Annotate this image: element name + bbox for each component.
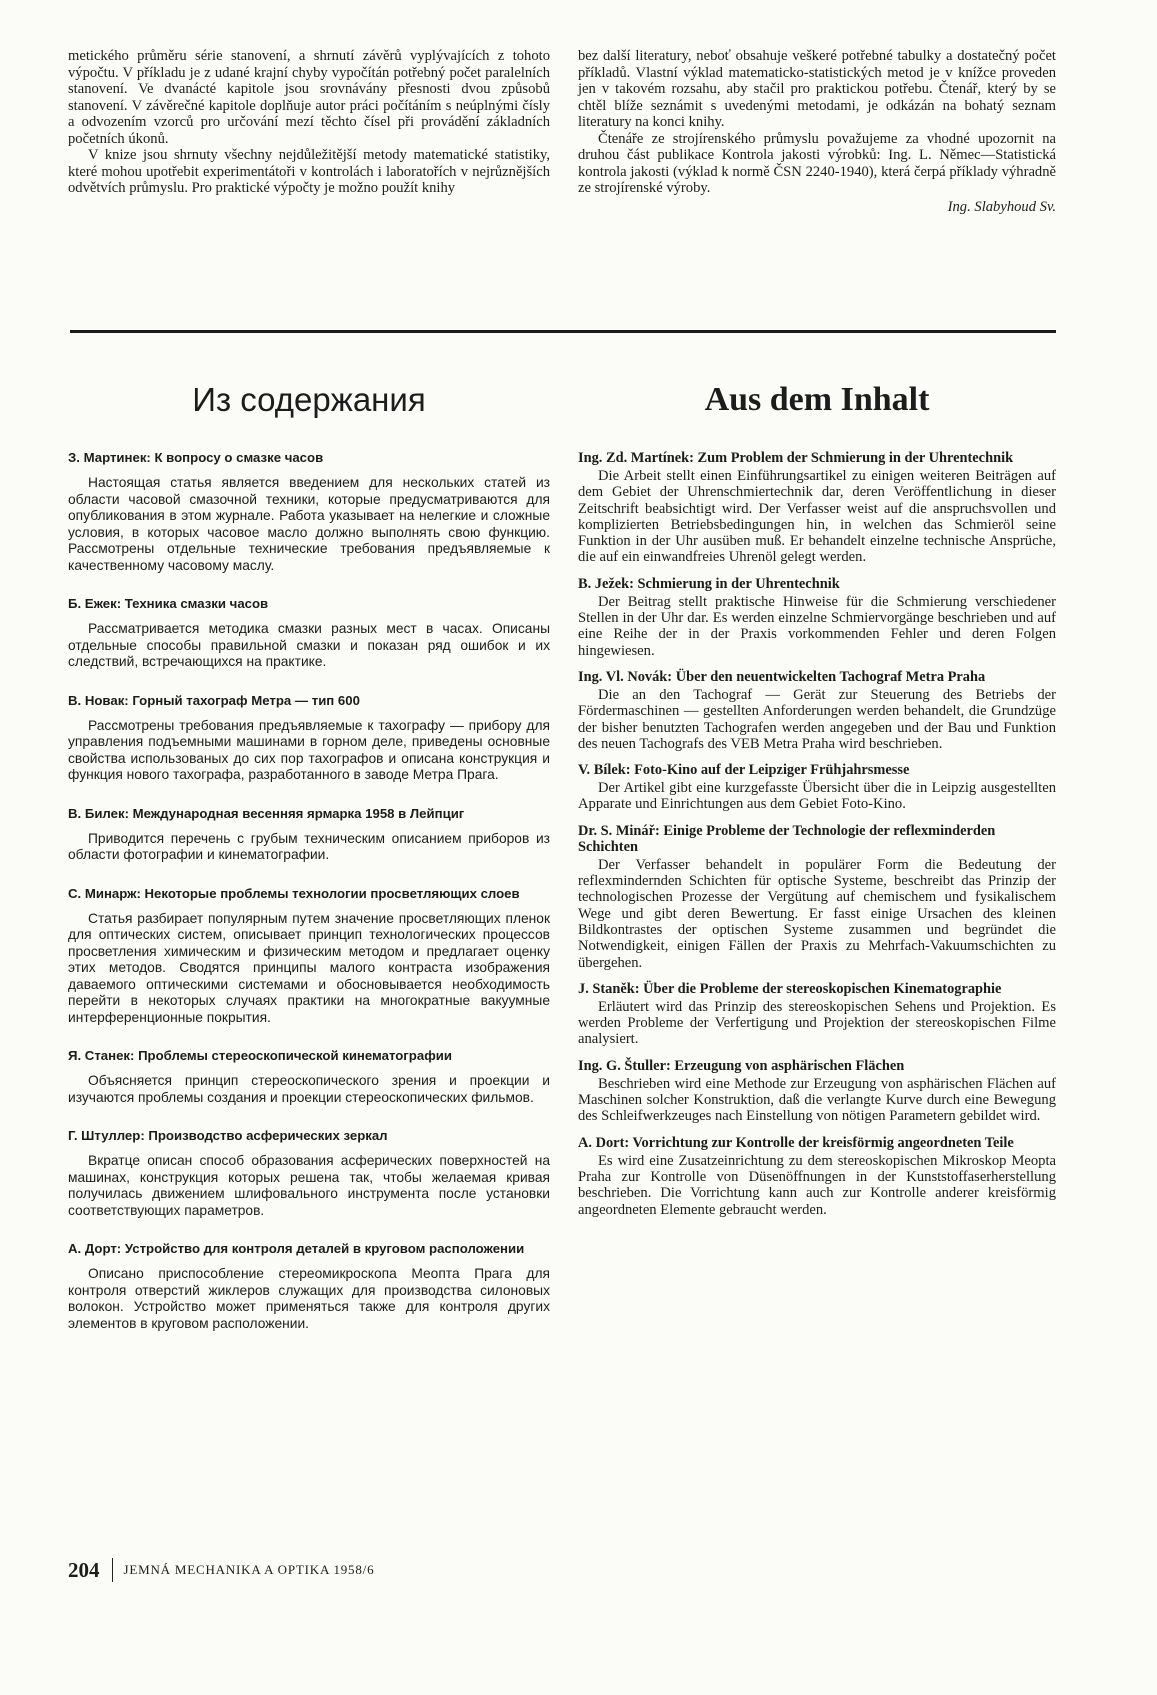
- abstract-entry: [578, 576, 1056, 659]
- review-paragraph: bez další literatury, neboť obsahuje veškeré potřebné tabulky a dostatečný počet příkladů. Vlastní výklad matematicko-statistických metod je v knížce proveden jen v takovém rozsahu, aby stačil pro praktickou potřebu. Čtenář, který by se chtěl blíže seznámit s uvedenými metodami, je odkázán na bohatý seznam literatury na konci knihy.: [578, 48, 1056, 130]
- russian-contents-heading: Из содержания: [192, 381, 426, 418]
- abstract-title: Ing. G. Štuller: Erzeugung von asphärischen Flächen: [578, 1057, 905, 1074]
- abstract-entry: [68, 1048, 550, 1106]
- section-divider: [70, 330, 1056, 333]
- abstract-title: А. Дорт: Устройство для контроля деталей в круговом расположении: [68, 1241, 525, 1256]
- abstract-entry: [68, 886, 550, 1027]
- abstract-entry: [578, 762, 1056, 813]
- abstract-title: В. Билек: Международная весенняя ярмарка 1958 в Лейпциг: [68, 805, 465, 821]
- abstract-text: Приводится перечень с грубым техническим описанием приборов из области фотографии и кинематографии.: [68, 830, 550, 862]
- abstract-text: Der Artikel gibt eine kurzgefasste Übersicht über die in Leipzig ausgestellten Apparate und Einrichtungen aus dem Gebiet Foto-Kino.: [578, 780, 1056, 813]
- abstract-text: Статья разбирает популярным путем значение просветляющих пленок для оптических систем, описывает принцип технологических процессов просветления химическим и физическим методом и предлагает оценку этих методов. Сводятся принципы малого контраста изображения даваемого оптическими системами и обосновывается необходимость перейти в некоторых случаях практики на многократные вакуумные интерференционные покрытия.: [68, 910, 550, 1025]
- abstract-entry: [578, 1135, 1056, 1218]
- abstract-title: B. Ježek: Schmierung in der Uhrentechnik: [578, 575, 840, 592]
- abstract-entry: [578, 669, 1056, 752]
- abstract-title: Ing. Zd. Martínek: Zum Problem der Schmierung in der Uhrentechnik: [578, 450, 1014, 466]
- review-continuation-left: [68, 48, 550, 197]
- abstract-title: Dr. S. Minář: Einige Probleme der Technologie der reflexminderden Schichten: [578, 822, 996, 855]
- abstract-text: Объясняется принцип стереоскопического зрения и проекции и изучаются проблемы создания и проекции стереоскопических фильмов.: [68, 1073, 550, 1105]
- german-contents-heading: Aus dem Inhalt: [704, 381, 930, 418]
- abstract-title: Ing. Vl. Novák: Über den neuentwickelten Tachograf Metra Praha: [578, 668, 986, 685]
- russian-abstracts-column: [68, 450, 550, 1332]
- abstract-title: V. Bílek: Foto-Kino auf der Leipziger Frühjahrsmesse: [578, 762, 910, 779]
- abstract-title: Г. Штуллер: Производство асферических зеркал: [68, 1128, 388, 1143]
- abstract-text: Die an den Tachograf — Gerät zur Steuerung des Betriebs der Fördermaschinen — gestellten Anforderungen werden behandelt, die Grundzüge der bisher benutzten Tachografen werden angegeben und der Bau und Funktion des neuen Tachografs des VEB Metra Praha wird beschrieben.: [578, 686, 1056, 752]
- abstract-text: Erläutert wird das Prinzip des stereoskopischen Sehens und Projektion. Es werden Probleme der Verfertigung und Projektion der stereoskopischen Filme analysiert.: [578, 998, 1056, 1048]
- abstract-title: С. Минарж: Некоторые проблемы технологии просветляющих слоев: [68, 885, 520, 901]
- page-number: 204: [68, 1557, 100, 1582]
- abstract-entry: [68, 1241, 550, 1332]
- review-paragraph: Čtenáře ze strojírenského průmyslu považujeme za vhodné upozornit na druhou část publikace Kontrola jakosti výrobků: Ing. L. Němec—Statistická kontrola jakosti (výklad k normě ČSN 2240-1940), která čerpá příklady výhradně ze strojírenské výroby.: [578, 130, 1056, 196]
- review-paragraph: V knize jsou shrnuty všechny nejdůležitější metody matematické statistiky, které mohou upotřebit experimentátoři v kontrolách i laboratořích v nejrůznějších odvětvích průmyslu. Pro praktické výpočty je možno použít knihy: [68, 147, 550, 196]
- abstract-entry: [68, 693, 550, 784]
- footer-separator: [112, 1558, 113, 1582]
- abstract-text: Der Verfasser behandelt in populärer Form die Bedeutung der reflexmindernden Schichten für optische Systeme, beschreibt das Prinzip der technologischen Prozesse der Vergütung auf chemischem und fysikalischem Wege und gibt deren Bewertung. Er fasst einige Ursachen des kleinen Bildkontrastes der optischen Systeme zusammen und begründet die Notwendigkeit, einigen Fällen der Praxis zu Mehrfach-Vakuumschichten zu übergehen.: [578, 856, 1056, 971]
- abstract-title: В. Новак: Горный тахограф Метра — тип 600: [68, 692, 360, 708]
- journal-title: JEMNÁ MECHANIKA A OPTIKA 1958/6: [123, 1562, 375, 1577]
- abstract-text: Настоящая статья является введением для нескольких статей из области часовой смазочной техники, которые предусматриваются для опубликования в этом журнале. Работа указывает на нелегкие и сложные условия, в которых часовое масло должно выполнять свою функцию. Рассмотрены отдельные технические требования предъявляемые к качественному часовому маслу.: [68, 475, 550, 573]
- abstract-entry: [578, 823, 1056, 971]
- abstract-text: Die Arbeit stellt einen Einführungsartikel zu einigen weiteren Beiträgen auf dem Gebiet der Uhrenschmiertechnik dar, deren Veröffentlichung in dieser Zeitschrift beabsichtigt wird. Der Verfasser weist auf die anspruchsvollen und komplizierten Betriebsbedingungen hin, in welchen das Schmieröl seine Funktion in der Uhr ausüben muß. Er behandelt einzelne technische Ansprüche, die auf ein einwandfreies Uhrenöl gelegt werden.: [578, 468, 1056, 566]
- abstract-text: Рассмотрены требования предъявляемые к тахографу — прибору для управления подъемными машинами в горном деле, приведены основные свойства использованых до сих пор тахографов и описана конструкция и функция нового тахографа, разработанного в заводе Метра Прага.: [68, 717, 550, 782]
- abstract-entry: [578, 1058, 1056, 1125]
- abstract-text: Вкратце описан способ образования асферических поверхностей на машинах, конструкция которых решена так, чтобы желаемая кривая получилась движением шлифовального инструмента после установки соответствующих параметров.: [68, 1153, 550, 1218]
- abstract-entry: [578, 981, 1056, 1048]
- abstract-entry: [68, 450, 550, 574]
- review-continuation-right: [578, 48, 1056, 215]
- abstract-entry: [68, 1128, 550, 1219]
- abstract-text: Рассматривается методика смазки разных мест в часах. Описаны отдельные способы правильной смазки и показан ряд ошибок и их следствий, встречающихся на практике.: [68, 621, 550, 669]
- german-abstracts-column: [578, 450, 1056, 1218]
- abstract-title: A. Dort: Vorrichtung zur Kontrolle der kreisförmig angeordneten Teile: [578, 1134, 1014, 1151]
- abstract-title: Б. Ежек: Техника смазки часов: [68, 596, 269, 611]
- abstract-text: Der Beitrag stellt praktische Hinweise für die Schmierung verschiedener Stellen in der Uhr dar. Es werden einzelne Schmiervorgänge beschrieben und auf eine Reihe der in der Praxis vorkommenden Fehler und deren Folgen hingewiesen.: [578, 593, 1056, 659]
- page-footer: [68, 1553, 374, 1587]
- abstract-title: Я. Станек: Проблемы стереоскопической кинематографии: [68, 1048, 452, 1063]
- review-signature: Ing. Slabyhoud Sv.: [947, 198, 1056, 215]
- abstract-title: J. Staněk: Über die Probleme der stereoskopischen Kinematographie: [578, 980, 1002, 997]
- review-paragraph: metického průměru série stanovení, a shrnutí závěrů vyplývajících z tohoto výpočtu. V příkladu je z udané krajní chyby vypočítán potřebný počet paralelních stanovení. Ve dvanácté kapitole jsou srovnávány přesnosti dvou způsobů stanovení. V závěrečné kapitole doplňuje autor práci počítáním s neúplnými čísly a odvozením vzorců pro určování mezí těchto čísel při provádění základních početních úkonů.: [68, 48, 550, 147]
- abstract-entry: [578, 450, 1056, 566]
- abstract-entry: [68, 596, 550, 671]
- abstract-text: Beschrieben wird eine Methode zur Erzeugung von asphärischen Flächen auf Maschinen solcher Konstruktion, daß die verlangte Kurve durch eine Bewegung des Schleifwerkzeuges nach Einstellung von nötigen Parametern gebildet wird.: [578, 1075, 1056, 1125]
- abstract-entry: [68, 806, 550, 864]
- abstract-text: Описано приспособление стереомикроскопа Меопта Прага для контроля отверстий жиклеров служащих для производства силоновых волокон. Устройство может применяться также для контроля других элементов в круговом расположении.: [68, 1266, 550, 1331]
- abstract-title: З. Мартинек: К вопросу о смазке часов: [68, 450, 324, 465]
- abstract-text: Es wird eine Zusatzeinrichtung zu dem stereoskopischen Mikroskop Meopta Praha zur Kontrolle von Düsenöffnungen in der Kunststoffaserherstellung beschrieben. Die Vorrichtung kann auch zur Kontrolle anderer kreisförmig angeordneten Elemente gebraucht werden.: [578, 1152, 1056, 1218]
